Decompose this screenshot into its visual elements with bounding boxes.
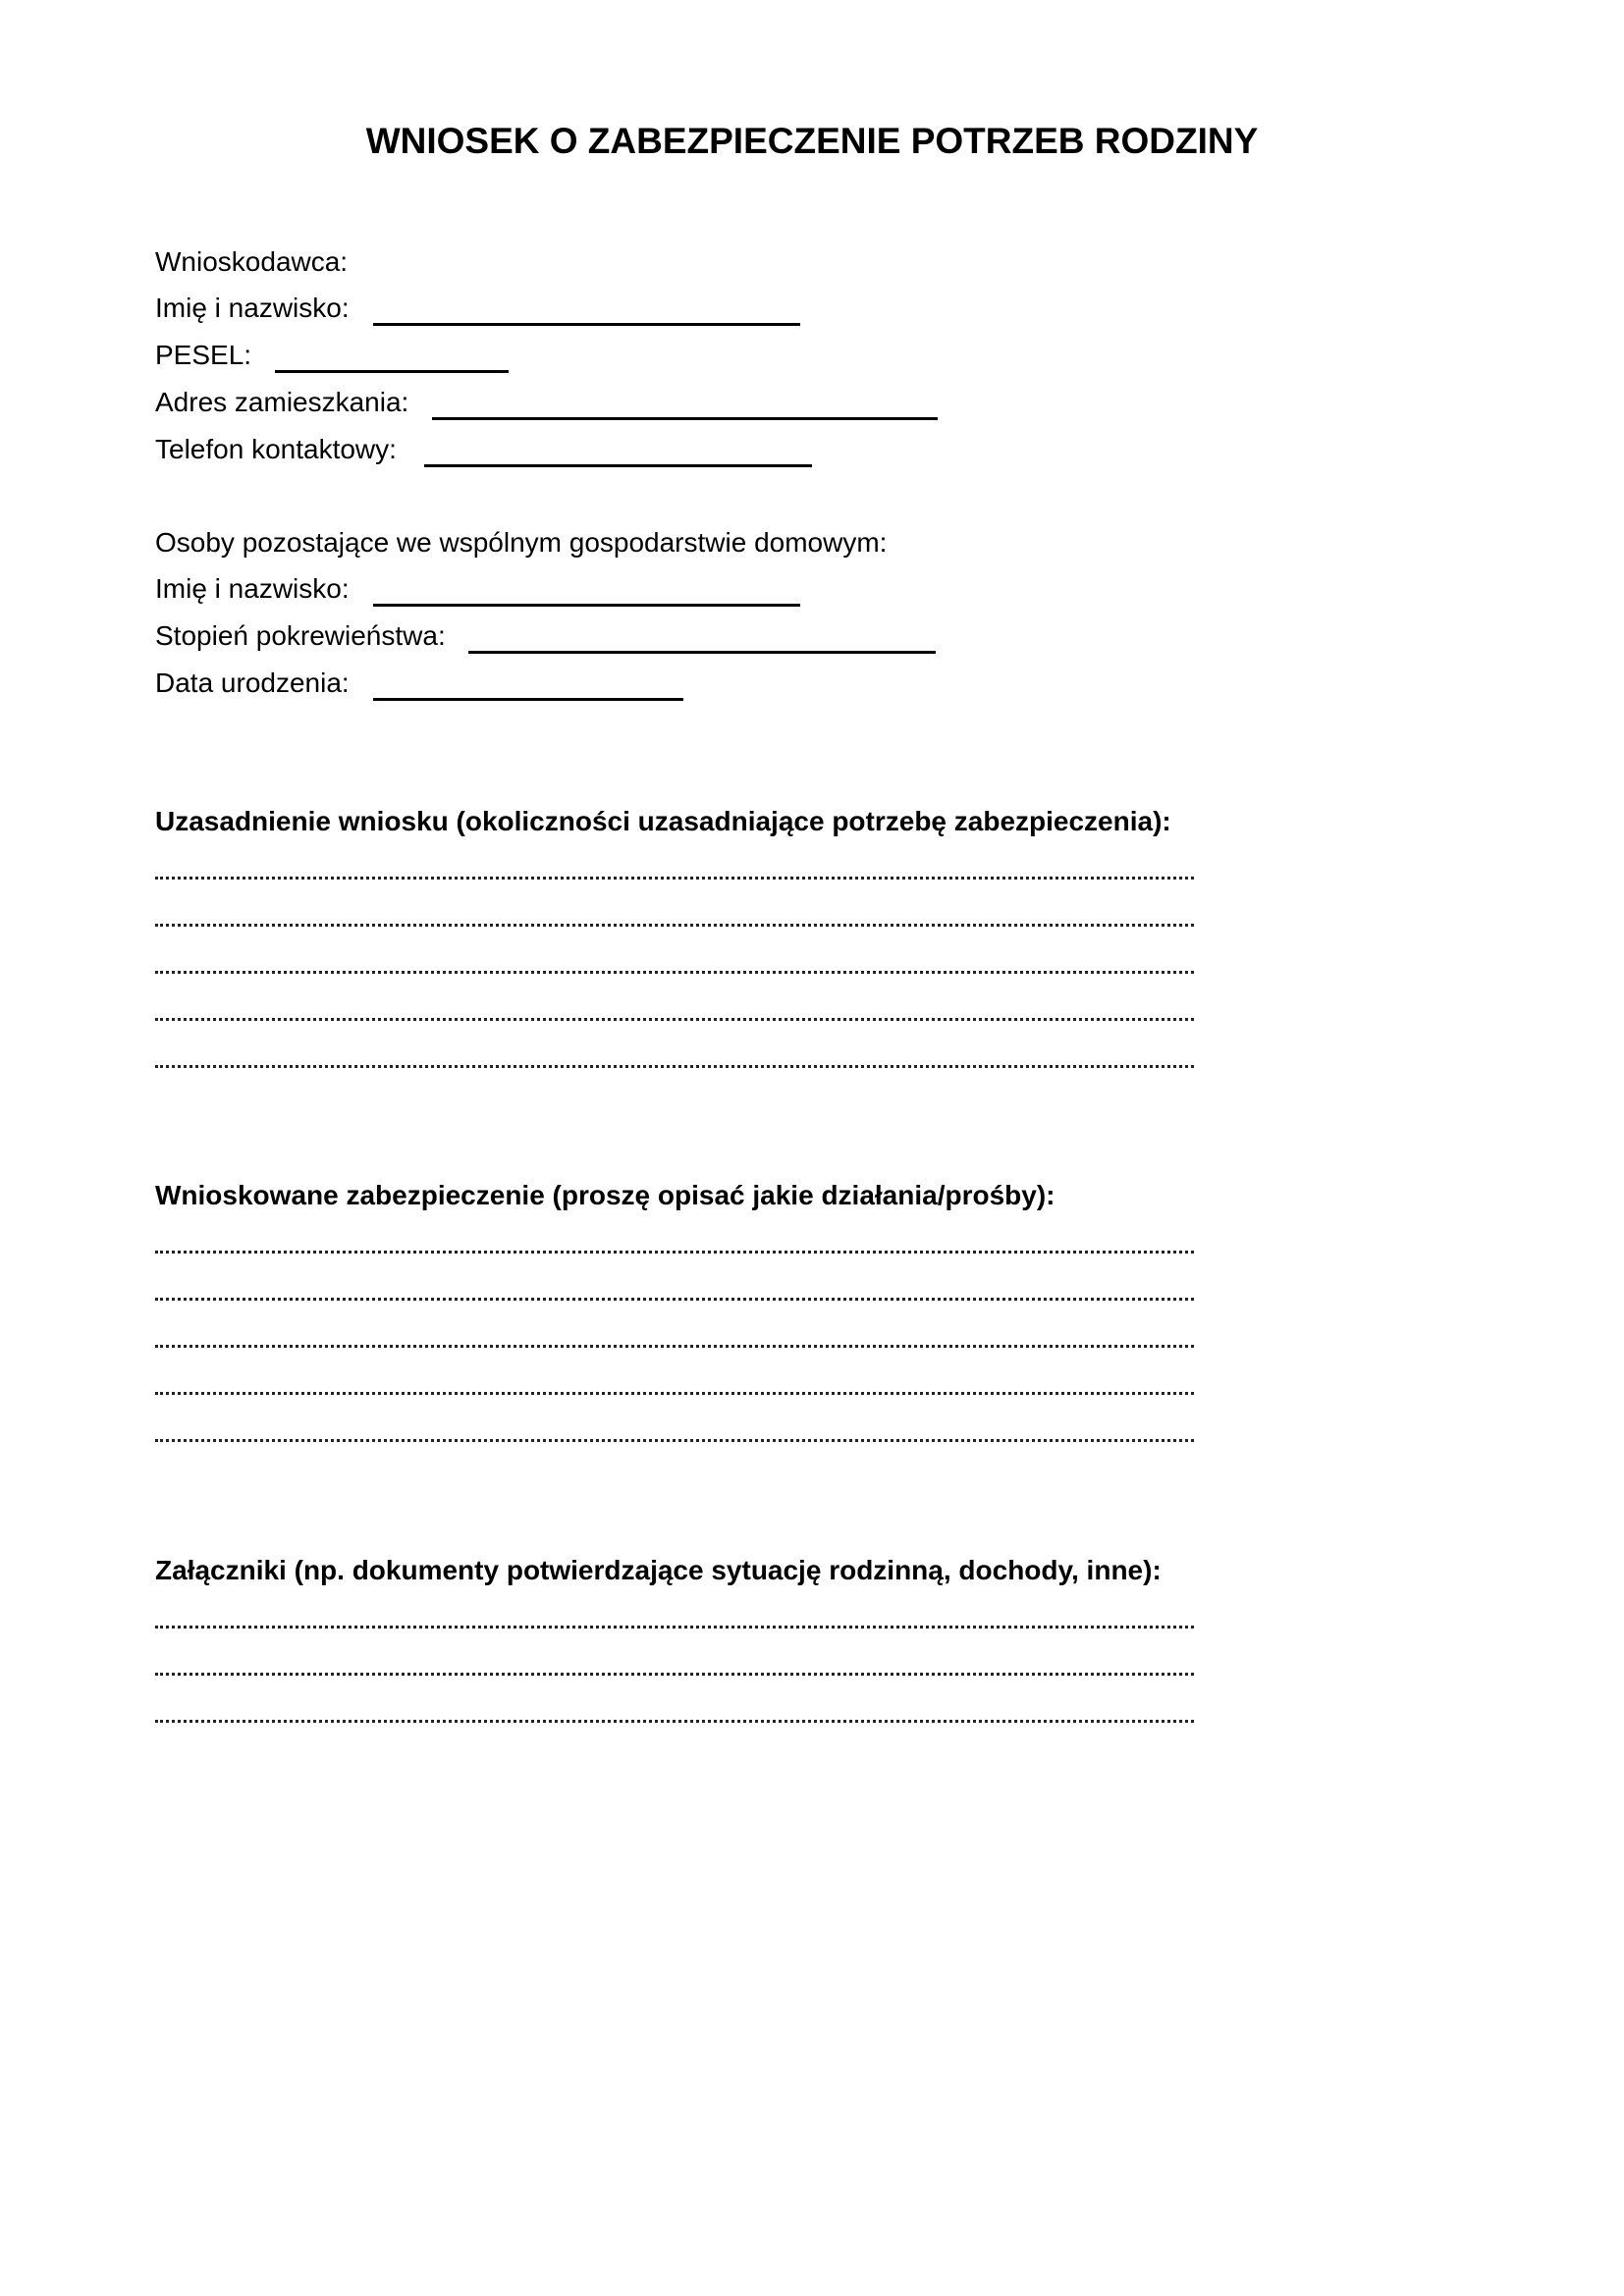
applicant-phone-field[interactable] bbox=[424, 464, 812, 467]
requested-line[interactable] bbox=[155, 1298, 1194, 1301]
justification-line[interactable] bbox=[155, 924, 1194, 927]
attachments-line[interactable] bbox=[155, 1673, 1194, 1676]
attachments-line[interactable] bbox=[155, 1720, 1194, 1723]
household-heading: Osoby pozostające we wspólnym gospodarstwie domowym: bbox=[155, 527, 888, 558]
household-relation-label: Stopień pokrewieństwa: bbox=[155, 620, 446, 651]
applicant-name-field[interactable] bbox=[373, 323, 800, 326]
justification-line[interactable] bbox=[155, 1018, 1194, 1021]
requested-line[interactable] bbox=[155, 1251, 1194, 1254]
household-name-field[interactable] bbox=[373, 604, 800, 607]
attachments-heading: Załączniki (np. dokumenty potwierdzające sytuację rodzinną, dochody, inne): bbox=[155, 1555, 1162, 1585]
document-title: WNIOSEK O ZABEZPIECZENIE POTRZEB RODZINY bbox=[365, 121, 1259, 161]
justification-line[interactable] bbox=[155, 877, 1194, 880]
applicant-heading: Wnioskodawca: bbox=[155, 246, 349, 277]
requested-heading: Wnioskowane zabezpieczenie (proszę opisać jakie działania/prośby): bbox=[155, 1180, 1056, 1210]
applicant-pesel-label: PESEL: bbox=[155, 340, 252, 370]
requested-line[interactable] bbox=[155, 1439, 1194, 1442]
applicant-address-field[interactable] bbox=[432, 417, 938, 420]
household-birthdate-field[interactable] bbox=[373, 698, 683, 701]
applicant-name-label: Imię i nazwisko: bbox=[155, 293, 350, 323]
justification-line[interactable] bbox=[155, 1065, 1194, 1068]
requested-line[interactable] bbox=[155, 1345, 1194, 1348]
requested-line[interactable] bbox=[155, 1392, 1194, 1395]
applicant-address-label: Adres zamieszkania: bbox=[155, 387, 409, 417]
attachments-line[interactable] bbox=[155, 1626, 1194, 1629]
household-birthdate-label: Data urodzenia: bbox=[155, 667, 350, 698]
applicant-phone-label: Telefon kontaktowy: bbox=[155, 434, 397, 464]
household-name-label: Imię i nazwisko: bbox=[155, 573, 350, 604]
household-relation-field[interactable] bbox=[468, 651, 936, 654]
applicant-pesel-field[interactable] bbox=[275, 370, 509, 373]
justification-line[interactable] bbox=[155, 971, 1194, 974]
justification-heading: Uzasadnienie wniosku (okoliczności uzasadniające potrzebę zabezpieczenia): bbox=[155, 806, 1171, 836]
